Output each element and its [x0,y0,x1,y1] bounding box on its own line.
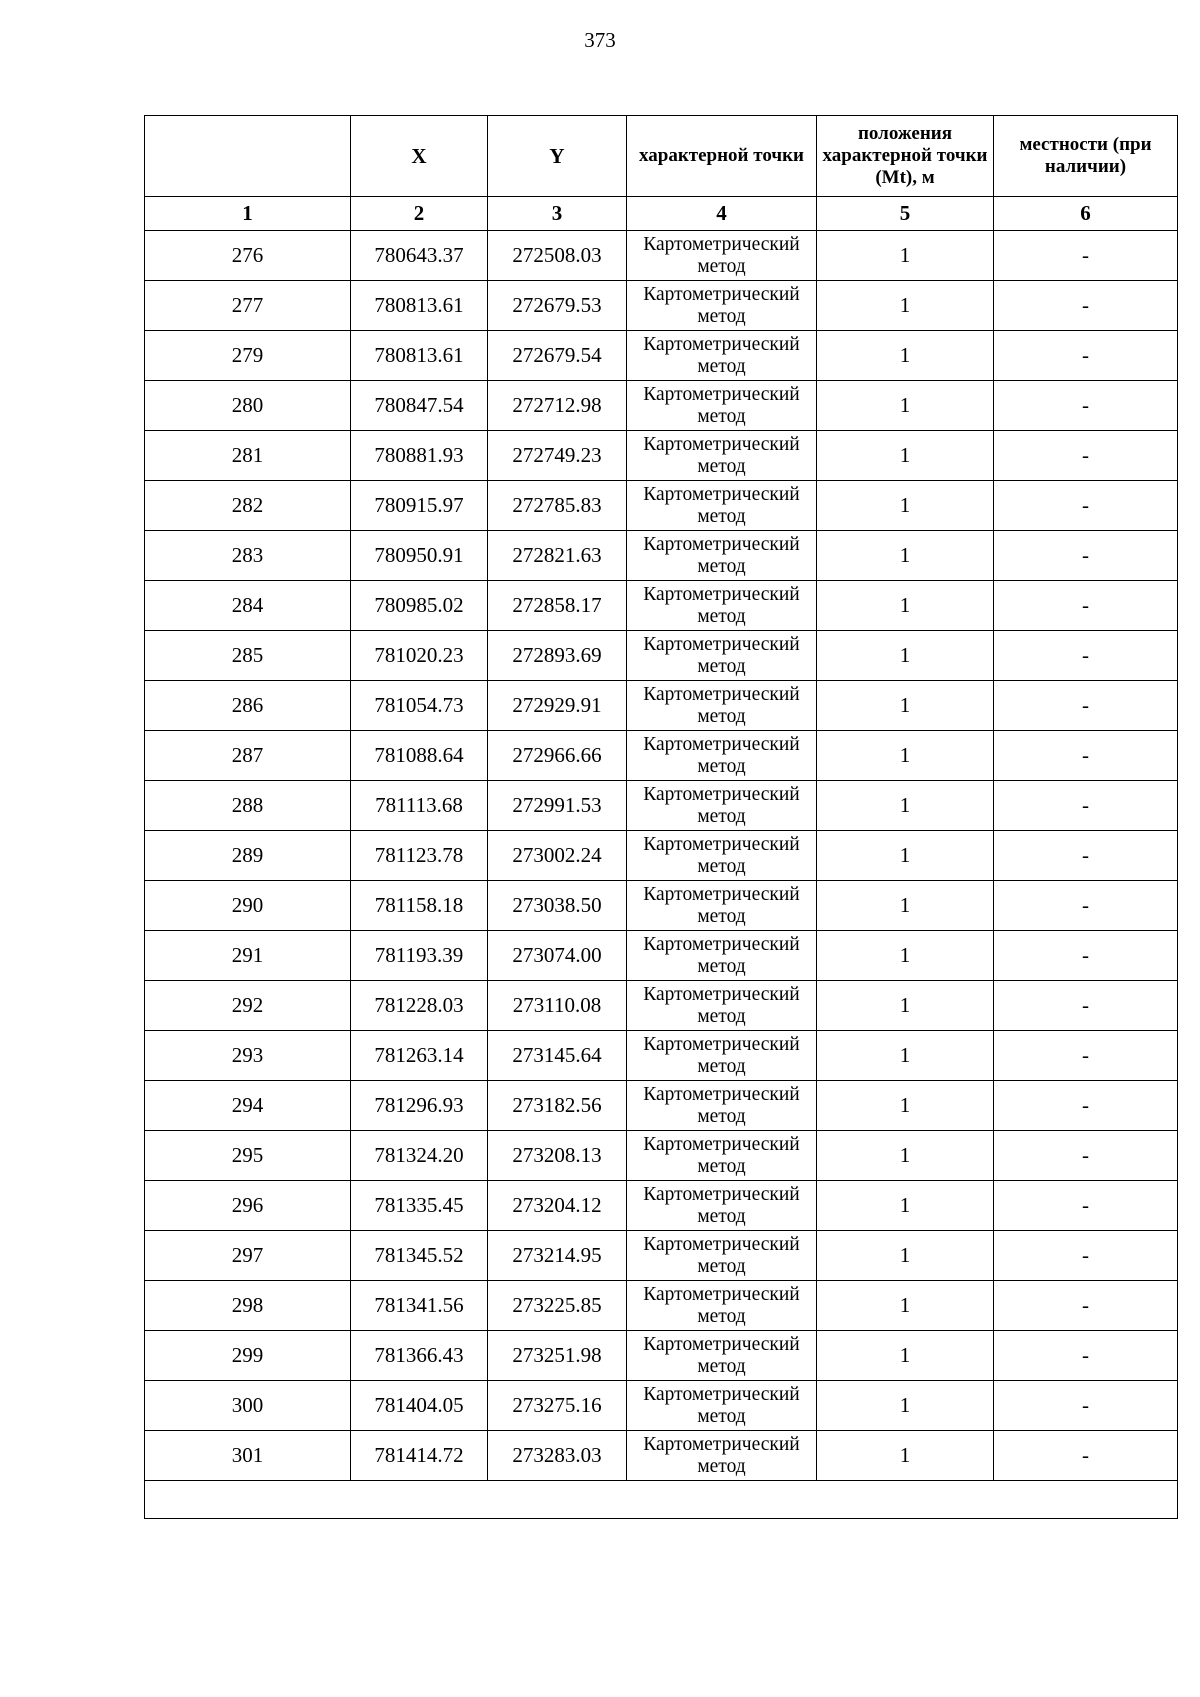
x-coordinate-cell: 781414.72 [351,1431,488,1481]
method-cell: Картометрический метод [627,1381,817,1431]
accuracy-cell: 1 [817,981,994,1031]
point-number-cell: 295 [145,1131,351,1181]
x-coordinate-cell: 780847.54 [351,381,488,431]
method-cell: Картометрический метод [627,681,817,731]
y-coordinate-cell: 272858.17 [488,581,627,631]
x-coordinate-cell: 780950.91 [351,531,488,581]
y-coordinate-cell: 273208.13 [488,1131,627,1181]
description-cell: - [994,1381,1178,1431]
x-coordinate-cell: 780915.97 [351,481,488,531]
point-number-cell: 290 [145,881,351,931]
accuracy-cell: 1 [817,681,994,731]
method-cell: Картометрический метод [627,931,817,981]
point-number-cell: 282 [145,481,351,531]
point-number-cell: 301 [145,1431,351,1481]
point-number-cell: 284 [145,581,351,631]
table-row [145,631,1178,681]
point-number-cell: 300 [145,1381,351,1431]
method-cell: Картометрический метод [627,581,817,631]
accuracy-cell: 1 [817,1331,994,1381]
description-cell: - [994,431,1178,481]
method-cell: Картометрический метод [627,981,817,1031]
accuracy-cell: 1 [817,431,994,481]
description-cell: - [994,481,1178,531]
x-coordinate-cell: 781193.39 [351,931,488,981]
x-coordinate-cell: 781113.68 [351,781,488,831]
point-number-cell: 279 [145,331,351,381]
description-cell: - [994,1431,1178,1481]
header-col-description: местности (при наличии) [994,116,1178,197]
accuracy-cell: 1 [817,1131,994,1181]
method-cell: Картометрический метод [627,1431,817,1481]
y-coordinate-cell: 273251.98 [488,1331,627,1381]
method-cell: Картометрический метод [627,331,817,381]
x-coordinate-cell: 781324.20 [351,1131,488,1181]
x-coordinate-cell: 781088.64 [351,731,488,781]
point-number-cell: 286 [145,681,351,731]
accuracy-cell: 1 [817,581,994,631]
table-body [145,231,1178,1519]
header-row [145,116,1178,197]
method-cell: Картометрический метод [627,1281,817,1331]
accuracy-cell: 1 [817,1031,994,1081]
x-coordinate-cell: 781020.23 [351,631,488,681]
y-coordinate-cell: 273214.95 [488,1231,627,1281]
y-coordinate-cell: 272749.23 [488,431,627,481]
x-coordinate-cell: 781228.03 [351,981,488,1031]
description-cell: - [994,881,1178,931]
table-row [145,331,1178,381]
table-row [145,481,1178,531]
point-number-cell: 277 [145,281,351,331]
column-number: 1 [145,197,351,231]
point-number-cell: 298 [145,1281,351,1331]
point-number-cell: 281 [145,431,351,481]
accuracy-cell: 1 [817,881,994,931]
y-coordinate-cell: 273283.03 [488,1431,627,1481]
table-row [145,731,1178,781]
description-cell: - [994,1281,1178,1331]
x-coordinate-cell: 781054.73 [351,681,488,731]
method-cell: Картометрический метод [627,831,817,881]
header-col-accuracy: положения характерной точки (Mt), м [817,116,994,197]
description-cell: - [994,731,1178,781]
empty-cell [145,1481,1178,1519]
header-col-y: Y [488,116,627,197]
column-number-row [145,197,1178,231]
method-cell: Картометрический метод [627,631,817,681]
method-cell: Картометрический метод [627,381,817,431]
point-number-cell: 291 [145,931,351,981]
table-row [145,1081,1178,1131]
x-coordinate-cell: 781341.56 [351,1281,488,1331]
y-coordinate-cell: 272821.63 [488,531,627,581]
description-cell: - [994,681,1178,731]
y-coordinate-cell: 272508.03 [488,231,627,281]
description-cell: - [994,1081,1178,1131]
accuracy-cell: 1 [817,1431,994,1481]
accuracy-cell: 1 [817,331,994,381]
point-number-cell: 296 [145,1181,351,1231]
description-cell: - [994,931,1178,981]
point-number-cell: 292 [145,981,351,1031]
table-row [145,681,1178,731]
column-number: 2 [351,197,488,231]
x-coordinate-cell: 781158.18 [351,881,488,931]
table-row [145,1281,1178,1331]
point-number-cell: 276 [145,231,351,281]
description-cell: - [994,281,1178,331]
column-number: 6 [994,197,1178,231]
table-row [145,281,1178,331]
column-number: 4 [627,197,817,231]
accuracy-cell: 1 [817,1181,994,1231]
x-coordinate-cell: 780813.61 [351,281,488,331]
y-coordinate-cell: 272966.66 [488,731,627,781]
table-row [145,931,1178,981]
x-coordinate-cell: 780643.37 [351,231,488,281]
description-cell: - [994,331,1178,381]
point-number-cell: 299 [145,1331,351,1381]
table-row [145,1031,1178,1081]
accuracy-cell: 1 [817,931,994,981]
description-cell: - [994,1331,1178,1381]
y-coordinate-cell: 272679.54 [488,331,627,381]
accuracy-cell: 1 [817,731,994,781]
table-row [145,581,1178,631]
y-coordinate-cell: 273225.85 [488,1281,627,1331]
table-row [145,431,1178,481]
header-col-1 [145,116,351,197]
accuracy-cell: 1 [817,1081,994,1131]
method-cell: Картометрический метод [627,431,817,481]
column-number: 5 [817,197,994,231]
description-cell: - [994,1131,1178,1181]
table-row [145,981,1178,1031]
method-cell: Картометрический метод [627,1131,817,1181]
accuracy-cell: 1 [817,1231,994,1281]
point-number-cell: 283 [145,531,351,581]
accuracy-cell: 1 [817,631,994,681]
method-cell: Картометрический метод [627,781,817,831]
table-row [145,881,1178,931]
point-number-cell: 288 [145,781,351,831]
description-cell: - [994,1231,1178,1281]
accuracy-cell: 1 [817,381,994,431]
header-col-x: X [351,116,488,197]
description-cell: - [994,831,1178,881]
method-cell: Картометрический метод [627,1331,817,1381]
y-coordinate-cell: 272991.53 [488,781,627,831]
description-cell: - [994,581,1178,631]
point-number-cell: 285 [145,631,351,681]
point-number-cell: 293 [145,1031,351,1081]
description-cell: - [994,531,1178,581]
y-coordinate-cell: 273074.00 [488,931,627,981]
description-cell: - [994,381,1178,431]
description-cell: - [994,631,1178,681]
x-coordinate-cell: 780813.61 [351,331,488,381]
header-col-method: характерной точки [627,116,817,197]
accuracy-cell: 1 [817,231,994,281]
point-number-cell: 289 [145,831,351,881]
x-coordinate-cell: 781345.52 [351,1231,488,1281]
table-row [145,1231,1178,1281]
x-coordinate-cell: 781335.45 [351,1181,488,1231]
method-cell: Картометрический метод [627,531,817,581]
x-coordinate-cell: 781263.14 [351,1031,488,1081]
table-row [145,781,1178,831]
method-cell: Картометрический метод [627,1081,817,1131]
x-coordinate-cell: 780985.02 [351,581,488,631]
method-cell: Картометрический метод [627,1031,817,1081]
table-row [145,1131,1178,1181]
y-coordinate-cell: 272679.53 [488,281,627,331]
accuracy-cell: 1 [817,831,994,881]
accuracy-cell: 1 [817,531,994,581]
column-number: 3 [488,197,627,231]
table-row [145,1331,1178,1381]
method-cell: Картометрический метод [627,231,817,281]
y-coordinate-cell: 273038.50 [488,881,627,931]
x-coordinate-cell: 781296.93 [351,1081,488,1131]
y-coordinate-cell: 272712.98 [488,381,627,431]
accuracy-cell: 1 [817,1381,994,1431]
y-coordinate-cell: 273002.24 [488,831,627,881]
point-number-cell: 297 [145,1231,351,1281]
table-row [145,381,1178,431]
y-coordinate-cell: 273145.64 [488,1031,627,1081]
empty-row [145,1481,1178,1519]
method-cell: Картометрический метод [627,881,817,931]
method-cell: Картометрический метод [627,1181,817,1231]
coordinates-table [144,115,1178,1519]
description-cell: - [994,231,1178,281]
table-row [145,1181,1178,1231]
method-cell: Картометрический метод [627,731,817,781]
y-coordinate-cell: 273204.12 [488,1181,627,1231]
table-row [145,231,1178,281]
table-row [145,531,1178,581]
point-number-cell: 280 [145,381,351,431]
x-coordinate-cell: 781366.43 [351,1331,488,1381]
page-number: 373 [584,28,616,52]
y-coordinate-cell: 272929.91 [488,681,627,731]
y-coordinate-cell: 272785.83 [488,481,627,531]
accuracy-cell: 1 [817,781,994,831]
table-row [145,1381,1178,1431]
description-cell: - [994,1031,1178,1081]
method-cell: Картометрический метод [627,1231,817,1281]
x-coordinate-cell: 781404.05 [351,1381,488,1431]
y-coordinate-cell: 273182.56 [488,1081,627,1131]
description-cell: - [994,781,1178,831]
y-coordinate-cell: 273110.08 [488,981,627,1031]
method-cell: Картометрический метод [627,281,817,331]
accuracy-cell: 1 [817,1281,994,1331]
y-coordinate-cell: 273275.16 [488,1381,627,1431]
y-coordinate-cell: 272893.69 [488,631,627,681]
accuracy-cell: 1 [817,481,994,531]
description-cell: - [994,1181,1178,1231]
description-cell: - [994,981,1178,1031]
point-number-cell: 287 [145,731,351,781]
accuracy-cell: 1 [817,281,994,331]
table-row [145,831,1178,881]
table-row [145,1431,1178,1481]
x-coordinate-cell: 781123.78 [351,831,488,881]
x-coordinate-cell: 780881.93 [351,431,488,481]
method-cell: Картометрический метод [627,481,817,531]
point-number-cell: 294 [145,1081,351,1131]
